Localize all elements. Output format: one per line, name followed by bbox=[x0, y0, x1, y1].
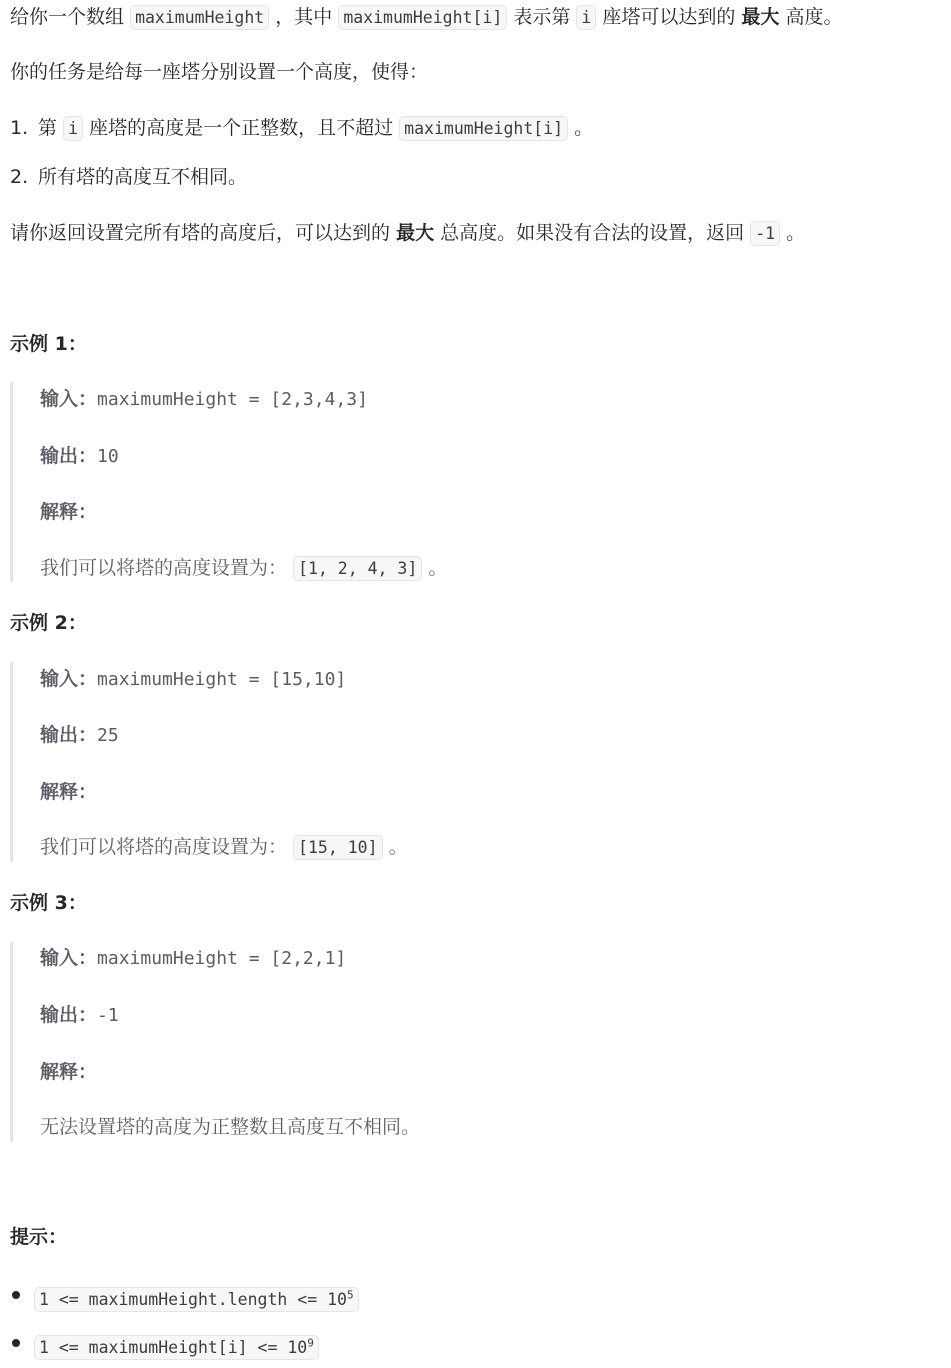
list-item bbox=[10, 113, 593, 144]
explain-label: 解释： bbox=[40, 781, 98, 803]
example-output bbox=[40, 720, 119, 751]
inline-code bbox=[34, 1335, 319, 1360]
example-3-block bbox=[10, 942, 937, 1142]
explain-text: 无法设置塔的高度为正整数且高度互不相同。 bbox=[40, 1116, 421, 1138]
list-item bbox=[10, 162, 247, 192]
example-explanation bbox=[40, 1112, 420, 1142]
explain-label: 解释： bbox=[40, 501, 98, 523]
output-label: 输出： bbox=[40, 1004, 98, 1026]
hint-text: 1 <= maximumHeight.length <= 10 bbox=[39, 1289, 347, 1309]
intro-paragraph-3 bbox=[10, 218, 805, 249]
bullet-icon bbox=[12, 1339, 20, 1347]
example-explain-label bbox=[40, 497, 97, 527]
inline-code: maximumHeight[i] bbox=[338, 5, 507, 30]
output-label: 输出： bbox=[40, 724, 98, 746]
example-1-block bbox=[10, 382, 937, 582]
text: 总高度。如果没有合法的设置，返回 bbox=[440, 222, 745, 244]
explain-label: 解释： bbox=[40, 1061, 98, 1083]
text: 高度。 bbox=[785, 6, 843, 28]
example-3-title: 示例 3： bbox=[10, 892, 87, 914]
bold-text: 最大 bbox=[396, 222, 435, 244]
example-input bbox=[40, 664, 346, 695]
text: ，其中 bbox=[275, 6, 333, 28]
input-value: maximumHeight = [2,3,4,3] bbox=[97, 389, 368, 410]
example-explanation bbox=[40, 832, 408, 863]
list-number: 1. bbox=[10, 117, 29, 139]
inline-code: maximumHeight[i] bbox=[399, 116, 568, 141]
input-value: maximumHeight = [2,2,1] bbox=[97, 948, 347, 969]
hint-text: 1 <= maximumHeight[i] <= 10 bbox=[39, 1337, 308, 1357]
text: 。 bbox=[428, 557, 448, 579]
exponent: 5 bbox=[346, 1288, 354, 1301]
inline-code: [15, 10] bbox=[293, 835, 382, 860]
example-explain-label bbox=[40, 777, 97, 807]
output-value: -1 bbox=[97, 1005, 119, 1026]
inline-code bbox=[34, 1287, 359, 1312]
explain-text: 我们可以将塔的高度设置为： bbox=[40, 836, 288, 858]
list-number: 2. bbox=[10, 166, 29, 188]
input-label: 输入： bbox=[40, 668, 98, 690]
text: 第 bbox=[38, 117, 58, 139]
hint-item bbox=[34, 1328, 319, 1363]
text: 所有塔的高度互不相同。 bbox=[38, 166, 248, 188]
input-value: maximumHeight = [15,10] bbox=[97, 669, 347, 690]
text: 表示第 bbox=[513, 6, 571, 28]
output-value: 10 bbox=[97, 446, 119, 467]
text: 。 bbox=[786, 222, 806, 244]
example-input bbox=[40, 384, 368, 415]
inline-code: i bbox=[576, 5, 596, 30]
example-2-title: 示例 2： bbox=[10, 612, 87, 634]
intro-paragraph-2: 你的任务是给每一座塔分别设置一个高度，使得： bbox=[10, 61, 429, 83]
input-label: 输入： bbox=[40, 388, 98, 410]
output-label: 输出： bbox=[40, 445, 98, 467]
example-2-block bbox=[10, 662, 937, 862]
text: 给你一个数组 bbox=[10, 6, 125, 28]
text: 座塔的高度是一个正整数，且不超过 bbox=[89, 117, 394, 139]
example-output bbox=[40, 1000, 119, 1031]
output-value: 25 bbox=[97, 725, 119, 746]
inline-code: [1, 2, 4, 3] bbox=[293, 556, 422, 581]
hint-item bbox=[34, 1280, 359, 1315]
example-explanation bbox=[40, 553, 447, 584]
inline-code: -1 bbox=[750, 221, 780, 246]
text: 座塔可以达到的 bbox=[602, 6, 736, 28]
inline-code: maximumHeight bbox=[130, 5, 269, 30]
example-explain-label bbox=[40, 1057, 97, 1087]
explain-text: 我们可以将塔的高度设置为： bbox=[40, 557, 288, 579]
example-output bbox=[40, 441, 119, 472]
intro-paragraph-1 bbox=[10, 2, 843, 33]
bullet-icon bbox=[12, 1291, 20, 1299]
text: 。 bbox=[574, 117, 594, 139]
input-label: 输入： bbox=[40, 947, 98, 969]
example-1-title: 示例 1： bbox=[10, 333, 87, 355]
inline-code: i bbox=[63, 116, 83, 141]
exponent: 9 bbox=[307, 1336, 314, 1349]
bold-text: 最大 bbox=[741, 6, 780, 28]
text: 。 bbox=[388, 836, 408, 858]
text: 请你返回设置完所有塔的高度后，可以达到的 bbox=[10, 222, 391, 244]
example-input bbox=[40, 943, 346, 974]
hints-title: 提示： bbox=[10, 1226, 68, 1248]
